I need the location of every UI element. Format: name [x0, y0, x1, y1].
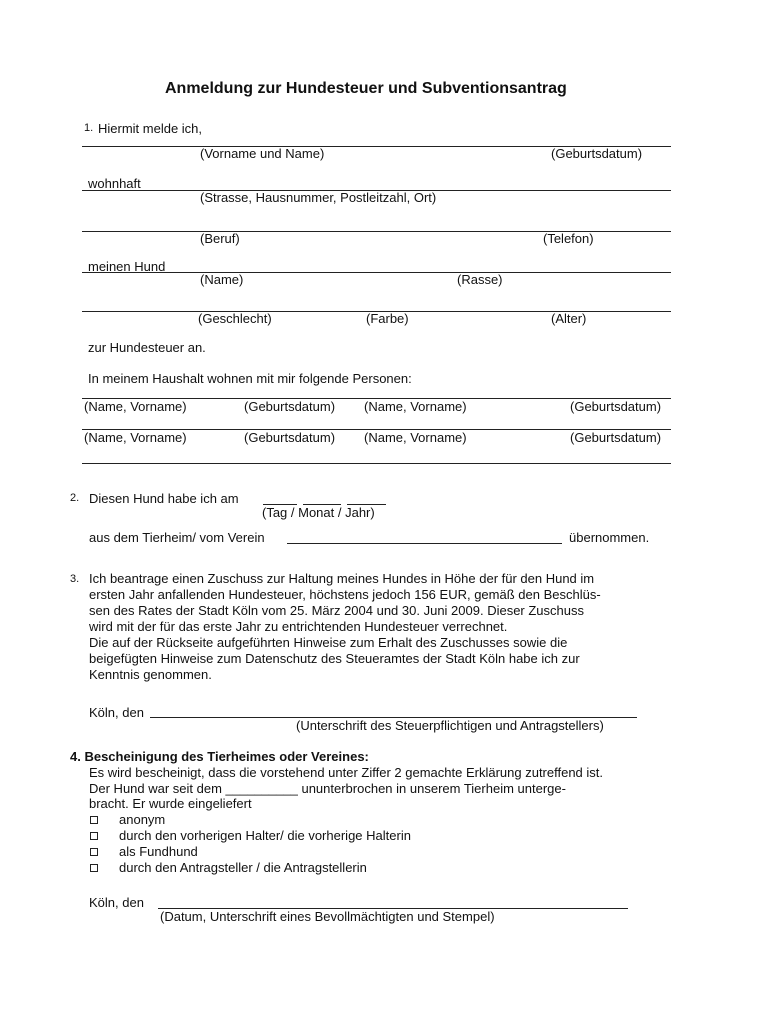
person-birth-label: (Geburtsdatum)	[244, 430, 336, 445]
person-birth-label: (Geburtsdatum)	[570, 430, 662, 445]
section-1-number: 1.	[84, 122, 94, 134]
dog-intro: meinen Hund	[88, 259, 166, 274]
option-checkbox-applicant[interactable]	[90, 864, 98, 872]
signature-label-2: (Datum, Unterschrift eines Bevollmächtigten und Stempel)	[160, 909, 495, 924]
option-label-found-dog: als Fundhund	[119, 844, 198, 859]
person-birth-label: (Geburtsdatum)	[244, 399, 336, 414]
signature-label-1: (Unterschrift des Steuerpflichtigen und Antragstellers)	[296, 718, 604, 733]
section-4-line-2: Der Hund war seit dem __________ ununterbrochen in unserem Tierheim unterge-	[89, 781, 566, 796]
person-name-label: (Name, Vorname)	[364, 399, 467, 414]
person-birth-label: (Geburtsdatum)	[570, 399, 662, 414]
option-checkbox-anonym[interactable]	[90, 816, 98, 824]
place-date-label-2: Köln, den	[89, 895, 144, 910]
section-4-line-1: Es wird bescheinigt, dass die vorstehend unter Ziffer 2 gemachte Erklärung zutreffend ist.	[89, 765, 604, 780]
section-2-text: Diesen Hund habe ich am	[89, 491, 239, 506]
resident-label: wohnhaft	[88, 176, 141, 191]
place-date-label: Köln, den	[89, 705, 144, 720]
name-label: (Vorname und Name)	[200, 146, 325, 161]
household-line-3[interactable]	[82, 463, 671, 464]
option-label-applicant: durch den Antragsteller / die Antragstellerin	[119, 860, 367, 875]
person-name-label: (Name, Vorname)	[364, 430, 467, 445]
dog-name-label: (Name)	[200, 272, 244, 287]
section-3-number: 3.	[70, 573, 80, 585]
from-text: aus dem Tierheim/ vom Verein	[89, 530, 265, 545]
option-checkbox-previous-owner[interactable]	[90, 832, 98, 840]
tax-text: zur Hundesteuer an.	[88, 340, 206, 355]
birth-label: (Geburtsdatum)	[551, 146, 643, 161]
section-4-line-3: bracht. Er wurde eingeliefert	[89, 796, 252, 811]
page-title: Anmeldung zur Hundesteuer und Subventionsantrag	[165, 80, 567, 97]
section-2-number: 2.	[70, 492, 80, 504]
person-name-label: (Name, Vorname)	[84, 399, 187, 414]
address-label: (Strasse, Hausnummer, Postleitzahl, Ort)	[200, 190, 437, 205]
household-text: In meinem Haushalt wohnen mit mir folgende Personen:	[88, 371, 412, 386]
section-3-text: Ich beantrage einen Zuschuss zur Haltung meines Hundes in Höhe der für den Hund im ersten Jahr anfallenden Hundesteuer, höchstens jedoch 156 EUR, gemäß den Beschlüs- sen des Rates der Stadt Köln vom 25. März 2004 und 30. Juni 2009. Dieser Zuschuss wird mit der für das erste Jahr zu entrichtenden Hundesteuer verrechnet. Die auf der Rückseite aufgeführten Hinweise zum Erhalt des Zuschusses sowie die beigefügten Hinweise zum Datenschutz des Steueramtes der Stadt Köln habe ich zur Kenntnis genommen.	[89, 571, 601, 682]
option-label-anonym: anonym	[119, 812, 166, 827]
section-4-heading: 4. Bescheinigung des Tierheimes oder Vereines:	[70, 749, 369, 764]
breed-label: (Rasse)	[457, 272, 503, 287]
option-checkbox-found-dog[interactable]	[90, 848, 98, 856]
sex-label: (Geschlecht)	[198, 311, 272, 326]
job-label: (Beruf)	[200, 231, 240, 246]
option-label-previous-owner: durch den vorherigen Halter/ die vorherige Halterin	[119, 828, 411, 843]
person-name-label: (Name, Vorname)	[84, 430, 187, 445]
taken-text: übernommen.	[569, 530, 650, 545]
section-1-intro: Hiermit melde ich,	[98, 121, 203, 136]
phone-label: (Telefon)	[543, 231, 594, 246]
age-label: (Alter)	[551, 311, 587, 326]
shelter-line[interactable]	[287, 543, 562, 544]
date-label: (Tag / Monat / Jahr)	[262, 505, 375, 520]
color-label: (Farbe)	[366, 311, 409, 326]
dog-name-line[interactable]	[82, 272, 671, 273]
